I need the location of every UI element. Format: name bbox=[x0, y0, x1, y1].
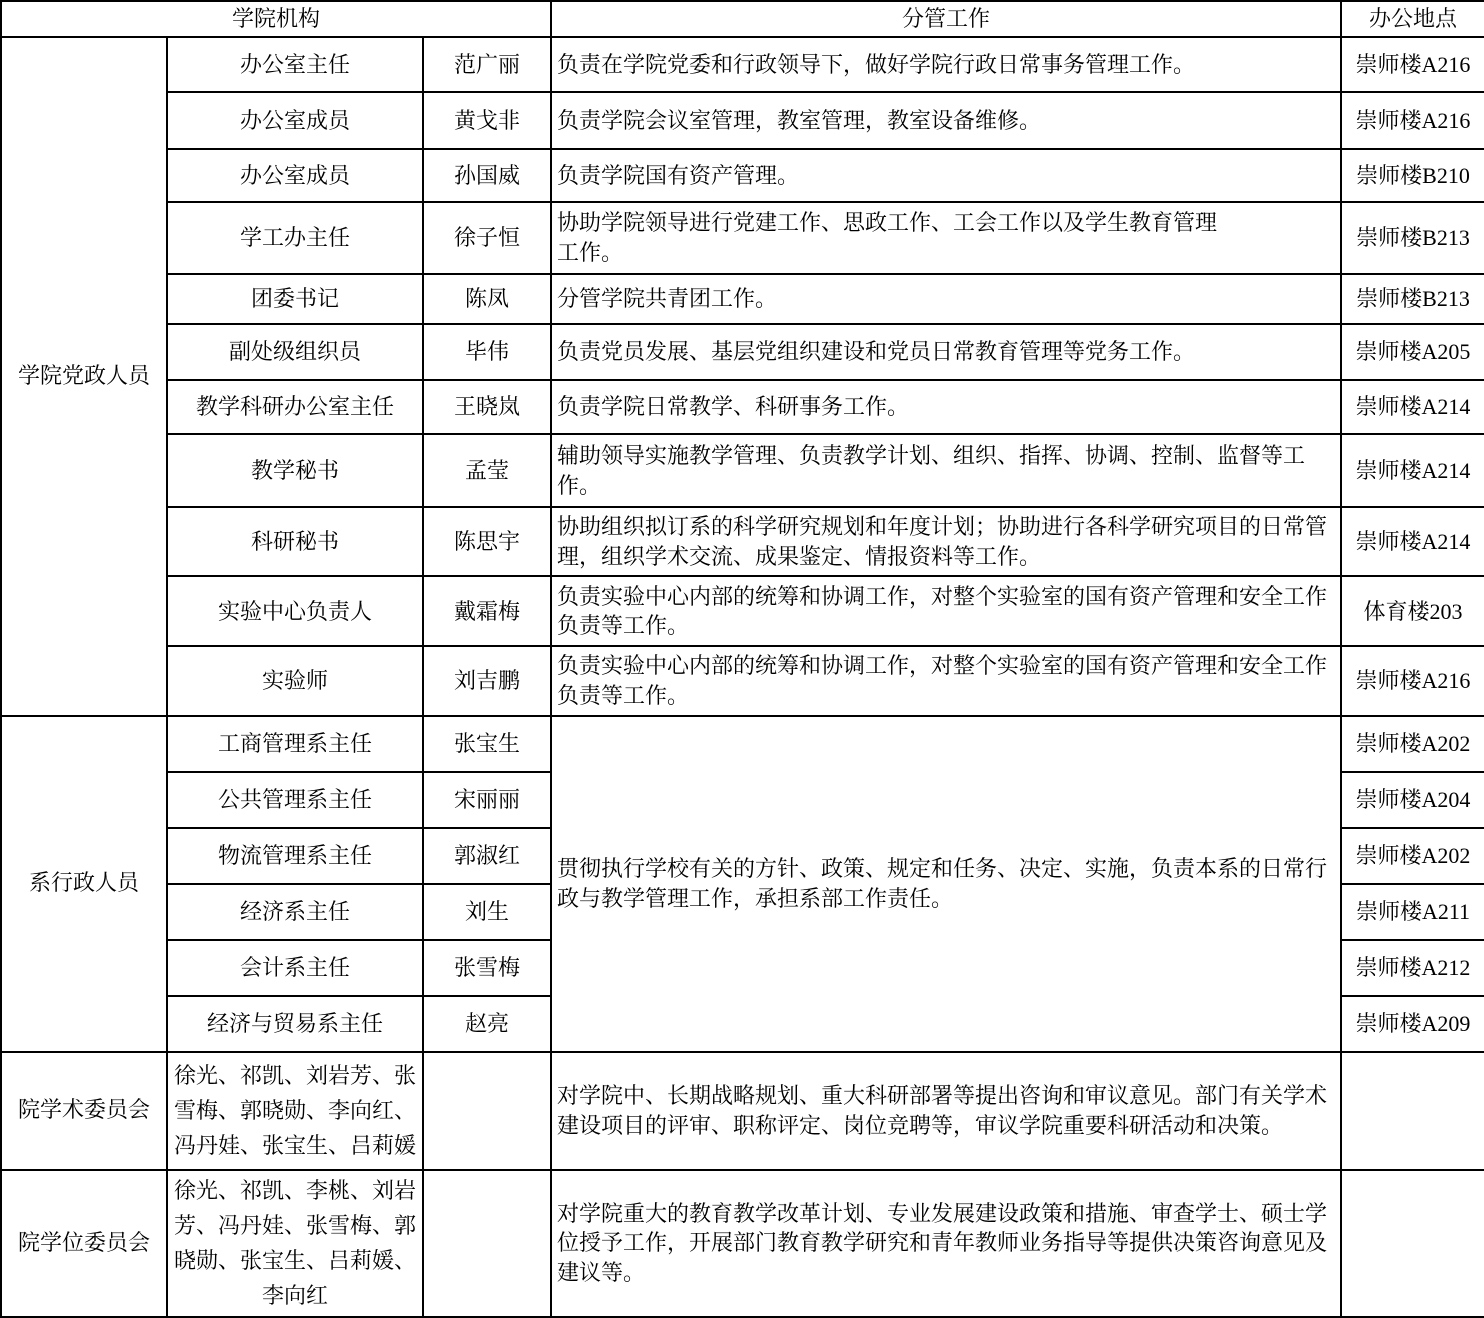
empty-cell bbox=[1341, 1052, 1484, 1170]
location-cell: 崇师楼A216 bbox=[1341, 92, 1484, 149]
duty-cell: 协助学院领导进行党建工作、思政工作、工会工作以及学生教育管理 工作。 bbox=[551, 202, 1341, 274]
location-header-cell: 办公地点 bbox=[1341, 1, 1484, 37]
table-row bbox=[1, 507, 1484, 576]
position-cell: 工商管理系主任 bbox=[167, 716, 423, 772]
org-header-cell: 学院机构 bbox=[1, 1, 551, 37]
duty-header-cell: 分管工作 bbox=[551, 1, 1341, 37]
person-cell: 戴霜梅 bbox=[423, 576, 551, 646]
location-cell: 崇师楼A214 bbox=[1341, 434, 1484, 507]
person-cell: 王晓岚 bbox=[423, 380, 551, 434]
duty-cell: 负责在学院党委和行政领导下，做好学院行政日常事务管理工作。 bbox=[551, 37, 1341, 92]
duty-cell: 贯彻执行学校有关的方针、政策、规定和任务、决定、实施，负责本系的日常行政与教学管理工作，承担系部工作责任。 bbox=[551, 716, 1341, 1052]
position-cell: 经济系主任 bbox=[167, 884, 423, 940]
header-row bbox=[1, 1, 1484, 37]
person-cell: 宋丽丽 bbox=[423, 772, 551, 828]
duty-cell: 分管学院共青团工作。 bbox=[551, 274, 1341, 324]
duty-cell: 对学院重大的教育教学改革计划、专业发展建设政策和措施、审查学士、硕士学位授予工作，开展部门教育教学研究和青年教师业务指导等提供决策咨询意见及建议等。 bbox=[551, 1170, 1341, 1317]
empty-cell bbox=[1341, 1170, 1484, 1317]
duty-cell: 负责实验中心内部的统筹和协调工作，对整个实验室的国有资产管理和安全工作负责等工作。 bbox=[551, 646, 1341, 715]
table-row bbox=[1, 202, 1484, 274]
members-cell: 徐光、祁凯、李桃、刘岩芳、冯丹娃、张雪梅、郭晓勋、张宝生、吕莉媛、李向红 bbox=[167, 1170, 423, 1317]
person-cell: 张宝生 bbox=[423, 716, 551, 772]
group-dept-admin-cell: 系行政人员 bbox=[1, 716, 167, 1052]
duty-cell: 负责实验中心内部的统筹和协调工作，对整个实验室的国有资产管理和安全工作负责等工作。 bbox=[551, 576, 1341, 646]
position-cell: 教学秘书 bbox=[167, 434, 423, 507]
location-cell: 崇师楼B213 bbox=[1341, 274, 1484, 324]
position-cell: 实验中心负责人 bbox=[167, 576, 423, 646]
location-cell: 崇师楼A216 bbox=[1341, 37, 1484, 92]
empty-cell bbox=[423, 1052, 551, 1170]
location-cell: 崇师楼A214 bbox=[1341, 380, 1484, 434]
position-cell: 物流管理系主任 bbox=[167, 828, 423, 884]
duty-cell: 辅助领导实施教学管理、负责教学计划、组织、指挥、协调、控制、监督等工作。 bbox=[551, 434, 1341, 507]
duty-cell: 对学院中、长期战略规划、重大科研部署等提出咨询和审议意见。部门有关学术建设项目的评审、职称评定、岗位竞聘等，审议学院重要科研活动和决策。 bbox=[551, 1052, 1341, 1170]
person-cell: 孙国威 bbox=[423, 149, 551, 202]
position-cell: 教学科研办公室主任 bbox=[167, 380, 423, 434]
group-party-admin-cell: 学院党政人员 bbox=[1, 37, 167, 716]
table-row bbox=[1, 92, 1484, 149]
location-cell: 崇师楼A211 bbox=[1341, 884, 1484, 940]
duty-cell: 负责学院日常教学、科研事务工作。 bbox=[551, 380, 1341, 434]
location-cell: 崇师楼A209 bbox=[1341, 996, 1484, 1052]
position-cell: 会计系主任 bbox=[167, 940, 423, 996]
duty-cell: 协助组织拟订系的科学研究规划和年度计划；协助进行各科学研究项目的日常管理，组织学术交流、成果鉴定、情报资料等工作。 bbox=[551, 507, 1341, 576]
location-cell: 崇师楼A214 bbox=[1341, 507, 1484, 576]
person-cell: 刘生 bbox=[423, 884, 551, 940]
position-cell: 办公室成员 bbox=[167, 149, 423, 202]
position-cell: 学工办主任 bbox=[167, 202, 423, 274]
members-cell: 徐光、祁凯、刘岩芳、张雪梅、郭晓勋、李向红、冯丹娃、张宝生、吕莉媛 bbox=[167, 1052, 423, 1170]
position-cell: 经济与贸易系主任 bbox=[167, 996, 423, 1052]
location-cell: 崇师楼A204 bbox=[1341, 772, 1484, 828]
person-cell: 黄戈非 bbox=[423, 92, 551, 149]
table-row bbox=[1, 1052, 1484, 1170]
location-cell: 崇师楼A212 bbox=[1341, 940, 1484, 996]
person-cell: 徐子恒 bbox=[423, 202, 551, 274]
position-cell: 办公室主任 bbox=[167, 37, 423, 92]
person-cell: 赵亮 bbox=[423, 996, 551, 1052]
position-cell: 科研秘书 bbox=[167, 507, 423, 576]
person-cell: 张雪梅 bbox=[423, 940, 551, 996]
duty-cell: 负责学院会议室管理，教室管理，教室设备维修。 bbox=[551, 92, 1341, 149]
position-cell: 办公室成员 bbox=[167, 92, 423, 149]
table-row bbox=[1, 576, 1484, 646]
position-cell: 副处级组织员 bbox=[167, 324, 423, 380]
group-degree-committee-cell: 院学位委员会 bbox=[1, 1170, 167, 1317]
location-cell: 崇师楼B213 bbox=[1341, 202, 1484, 274]
location-cell: 体育楼203 bbox=[1341, 576, 1484, 646]
position-cell: 公共管理系主任 bbox=[167, 772, 423, 828]
person-cell: 陈思宇 bbox=[423, 507, 551, 576]
person-cell: 孟莹 bbox=[423, 434, 551, 507]
table-row bbox=[1, 274, 1484, 324]
person-cell: 郭淑红 bbox=[423, 828, 551, 884]
empty-cell bbox=[423, 1170, 551, 1317]
table-row bbox=[1, 434, 1484, 507]
position-cell: 团委书记 bbox=[167, 274, 423, 324]
table-row bbox=[1, 646, 1484, 715]
position-cell: 实验师 bbox=[167, 646, 423, 715]
table-row bbox=[1, 149, 1484, 202]
table-row bbox=[1, 380, 1484, 434]
person-cell: 陈凤 bbox=[423, 274, 551, 324]
group-academic-committee-cell: 院学术委员会 bbox=[1, 1052, 167, 1170]
table-row bbox=[1, 324, 1484, 380]
location-cell: 崇师楼A202 bbox=[1341, 828, 1484, 884]
location-cell: 崇师楼A205 bbox=[1341, 324, 1484, 380]
location-cell: 崇师楼B210 bbox=[1341, 149, 1484, 202]
person-cell: 刘吉鹏 bbox=[423, 646, 551, 715]
duty-cell: 负责党员发展、基层党组织建设和党员日常教育管理等党务工作。 bbox=[551, 324, 1341, 380]
table-row bbox=[1, 37, 1484, 92]
person-cell: 范广丽 bbox=[423, 37, 551, 92]
person-cell: 毕伟 bbox=[423, 324, 551, 380]
table-row bbox=[1, 716, 1484, 772]
location-cell: 崇师楼A216 bbox=[1341, 646, 1484, 715]
duty-cell: 负责学院国有资产管理。 bbox=[551, 149, 1341, 202]
table-row bbox=[1, 1170, 1484, 1317]
location-cell: 崇师楼A202 bbox=[1341, 716, 1484, 772]
